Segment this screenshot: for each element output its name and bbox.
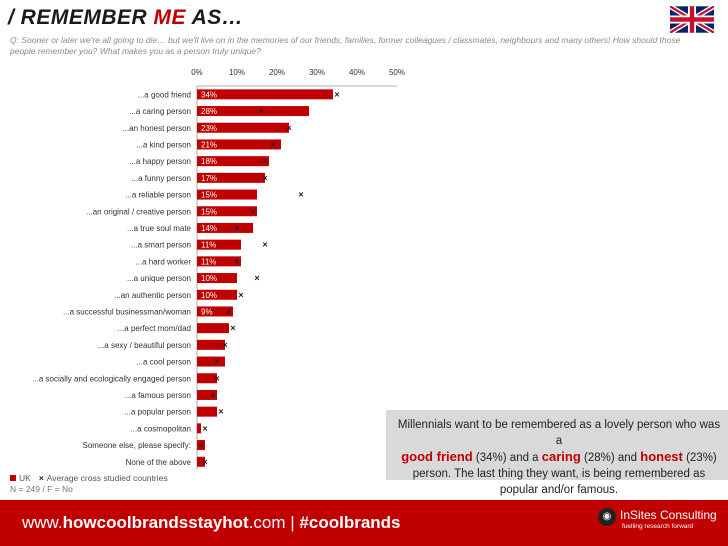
x-tick-label: 50% <box>388 68 406 77</box>
avg-x-marker: × <box>262 239 268 250</box>
title-highlight: ME <box>153 6 187 29</box>
legend-uk-label: UK <box>19 473 31 483</box>
bar-uk <box>197 357 225 367</box>
callout-part3: (23%) <box>682 452 717 464</box>
x-tick-label: 20% <box>268 68 286 77</box>
bar-value-label: 10% <box>201 274 218 284</box>
sample-note: N = 249 / F = No <box>10 484 73 494</box>
category-label: ...an authentic person <box>114 290 191 300</box>
bar-uk <box>197 339 228 350</box>
bar-value-label: 11% <box>201 257 217 267</box>
avg-x-marker: × <box>258 106 264 117</box>
legend-avg <box>39 473 168 483</box>
avg-x-marker: × <box>198 440 204 451</box>
footer-url-bold: howcoolbrandsstayhot <box>62 513 249 532</box>
category-label: ...a hard worker <box>135 257 191 267</box>
legend-avg-label: Average cross studied countries <box>46 473 168 483</box>
bar-uk <box>197 407 217 417</box>
avg-x-marker: × <box>226 306 232 317</box>
bar-value-label: 11% <box>201 240 217 250</box>
legend-uk-swatch <box>10 475 16 481</box>
avg-x-marker: × <box>222 339 228 350</box>
callout-keyword-good-friend: good friend <box>401 449 473 464</box>
x-tick-label: 30% <box>308 68 326 77</box>
category-label: ...a smart person <box>130 240 191 250</box>
bar-value-label: 21% <box>201 140 218 150</box>
footer-tagline: fuelling research forward <box>622 523 694 530</box>
bar-value-label: 15% <box>201 190 218 200</box>
avg-x-marker: × <box>250 206 256 217</box>
x-tick-label: 10% <box>228 68 246 77</box>
bar-value-label: 14% <box>201 223 218 233</box>
category-label: ...a socially and ecologically engaged person <box>32 374 191 384</box>
avg-x-marker: × <box>218 406 224 417</box>
title-prefix: / REMEMBER <box>8 6 154 29</box>
avg-x-marker: × <box>334 89 340 100</box>
footer-separator: | <box>285 513 300 532</box>
bar-value-label: 34% <box>201 90 218 100</box>
avg-x-marker: × <box>254 273 260 284</box>
bar-value-label: 9% <box>201 307 213 317</box>
category-label: ...a popular person <box>124 407 191 417</box>
callout-part2: (28%) and <box>580 452 641 464</box>
footer-url-prefix: www. <box>22 513 63 532</box>
bar-value-label: 28% <box>201 107 218 117</box>
avg-x-marker: × <box>262 156 268 167</box>
avg-x-marker: × <box>234 222 240 233</box>
chart-legend <box>10 473 168 483</box>
footer-url-suffix: .com <box>248 513 286 532</box>
avg-x-marker: × <box>214 356 220 367</box>
footer-url[interactable] <box>22 513 401 533</box>
avg-x-marker: × <box>262 172 268 183</box>
bar-value-label: 23% <box>201 123 218 133</box>
avg-x-marker: × <box>202 423 208 434</box>
category-label: ...a unique person <box>126 274 191 284</box>
bar-value-label: 10% <box>201 290 218 300</box>
legend-x-marker-icon: × <box>38 473 44 483</box>
survey-question: Q: Sooner or later we're all going to die… but we'll live on in the memories of our friends, families, former colleagues / classmates, neighbours and many others! How should those people remember you? What makes you as a person truly unique? <box>10 35 681 56</box>
bar-value-label: 15% <box>201 207 218 217</box>
footer-brand: InSites Consulting <box>620 508 717 522</box>
callout-line3: person. The last thing they want, is being remembered as popular and/or famous. <box>412 468 706 496</box>
insites-logo-icon: ◉ <box>598 508 616 526</box>
x-tick-label: 0% <box>191 68 203 77</box>
bar-uk <box>197 89 333 99</box>
category-label: ...a sexy / beautiful person <box>97 340 191 350</box>
category-label: ...an honest person <box>122 123 191 133</box>
callout-keyword-caring: caring <box>541 449 581 464</box>
category-label: ...a famous person <box>124 390 191 400</box>
avg-x-marker: × <box>270 139 276 150</box>
callout-keyword-honest: honest <box>640 449 683 464</box>
callout-line1: Millennials want to be remembered as a lovely person who was a <box>397 419 721 447</box>
category-label: ...a perfect mom/dad <box>117 324 191 334</box>
category-label: ...a good friend <box>137 90 191 100</box>
bar-uk <box>197 323 229 333</box>
avg-x-marker: × <box>214 373 220 384</box>
legend-uk <box>10 473 31 483</box>
category-label: ...a successful businessman/woman <box>62 307 191 317</box>
callout-text <box>396 417 722 498</box>
avg-x-marker: × <box>298 189 304 200</box>
category-label: ...a reliable person <box>125 190 191 200</box>
category-label: ...an original / creative person <box>86 207 191 217</box>
callout-part1: (34%) and a <box>472 452 542 464</box>
category-label: ...a caring person <box>129 107 191 117</box>
category-label: ...a cosmopolitan <box>130 424 191 434</box>
category-label: None of the above <box>125 457 191 467</box>
category-label: ...a kind person <box>136 140 191 150</box>
footer-hashtag: #coolbrands <box>299 513 401 532</box>
avg-x-marker: × <box>202 456 208 467</box>
category-label: ...a happy person <box>129 157 191 167</box>
x-tick-label: 40% <box>348 68 366 77</box>
category-label: ...a true soul mate <box>126 223 191 233</box>
title-suffix: AS… <box>186 6 244 29</box>
bar-uk <box>197 423 201 433</box>
avg-x-marker: × <box>286 122 292 133</box>
avg-x-marker: × <box>230 323 236 334</box>
category-label: Someone else, please specify: <box>82 441 191 451</box>
bar-value-label: 17% <box>201 173 218 183</box>
category-label: ...a funny person <box>131 173 191 183</box>
avg-x-marker: × <box>210 389 216 400</box>
bar-value-label: 18% <box>201 157 218 167</box>
category-label: ...a cool person <box>136 357 191 367</box>
avg-x-marker: × <box>238 289 244 300</box>
avg-x-marker: × <box>234 256 240 267</box>
